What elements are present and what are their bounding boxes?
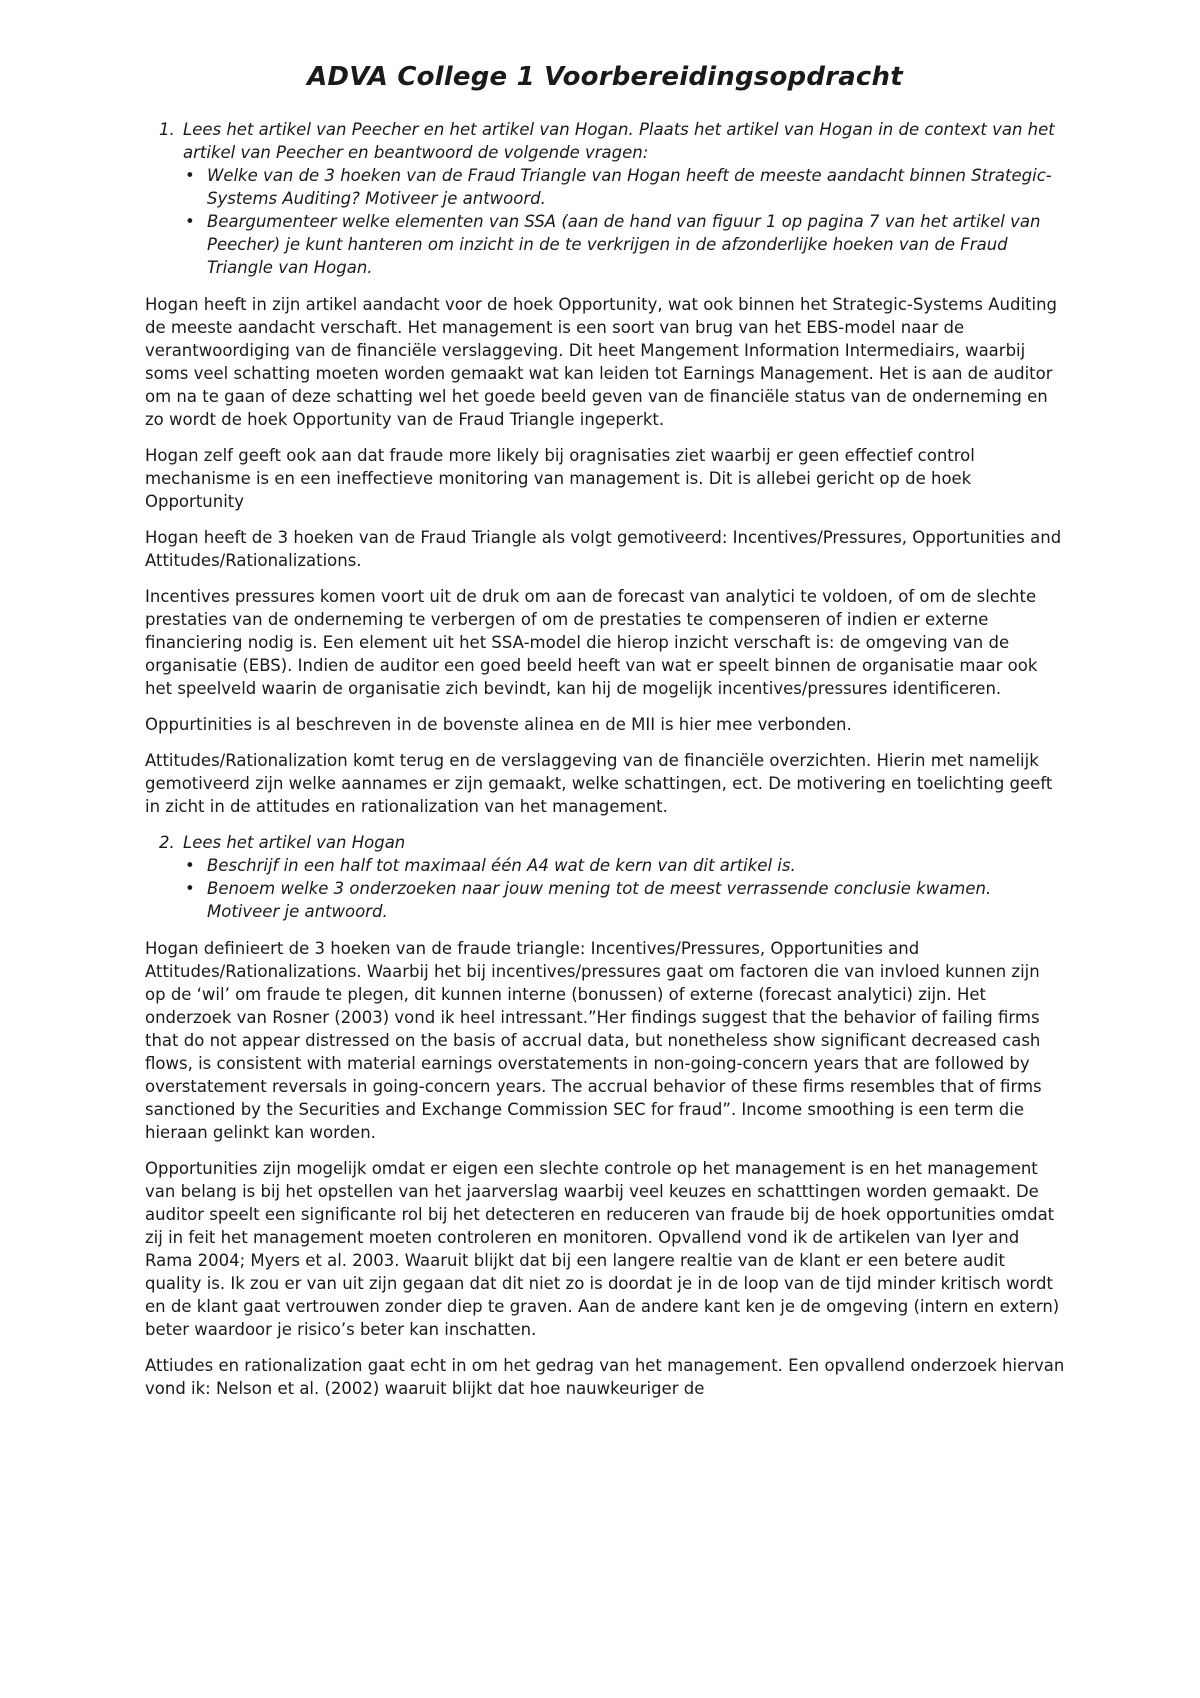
bullet-text: Welke van de 3 hoeken van de Fraud Triangle van Hogan heeft de meeste aandacht binnen Strategic-Systems Auditing? Motiveer je antwoord. [207,166,1052,208]
question-1-number: 1. [159,120,175,139]
question-2 [145,831,1065,923]
question-1-text: Lees het artikel van Peecher en het artikel van Hogan. Plaats het artikel van Hogan in de context van het artikel van Peecher en beantwoord de volgende vragen: [183,120,1055,162]
answer-paragraph: Hogan heeft in zijn artikel aandacht voor de hoek Opportunity, wat ook binnen het Strategic-Systems Auditing de meeste aandacht verschaft. Het management is een soort van brug van het EBS-model naar de verantwoordiging van de financiële verslaggeving. Dit heet Mangement Information Intermediairs, waarbij soms veel schatting moeten worden gemaakt wat kan leiden tot Earnings Management. Het is aan de auditor om na te gaan of deze schatting wel het goede beeld geven van de financiële status van de onderneming en zo wordt de hoek Opportunity van de Fraud Triangle ingeperkt. [145,295,1058,429]
question-1-bullets [145,164,1065,279]
answer-paragraph: Attiudes en rationalization gaat echt in om het gedrag van het management. Een opvallend onderzoek hiervan vond ik: Nelson et al. (2002) waaruit blijkt dat hoe nauwkeuriger de [145,1356,1065,1398]
answer-paragraph: Hogan definieert de 3 hoeken van de fraude triangle: Incentives/Pressures, Opportunities and Attitudes/Rationalizations. Waarbij het bij incentives/pressures gaat om factoren die van invloed kunnen zijn op de ‘wil’ om fraude te plegen, dit kunnen interne (bonussen) of externe (forecast analytici) zijn. Het onderzoek van Rosner (2003) vond ik heel intressant.”Her findings suggest that the behavior of failing firms that do not appear distressed on the basis of accrual data, but nonetheless show significant decreased cash flows, is consistent with material earnings overstatements in non-going-concern years that are followed by overstatement reversals in going-concern years. The accrual behavior of these firms resembles that of firms sanctioned by the Securities and Exchange Commission SEC for fraud”. Income smoothing is een term die hieraan gelinkt kan worden. [145,939,1042,1142]
answer-paragraph: Hogan zelf geeft ook aan dat fraude more likely bij oragnisaties ziet waarbij er geen effectief control mechanisme is en een ineffectieve monitoring van management is. Dit is allebei gericht op de hoek Opportunity [145,446,975,511]
document-title: ADVA College 1 Voorbereidingsopdracht [307,62,903,92]
question-2-bullets [145,854,1065,923]
answer-paragraph: Hogan heeft de 3 hoeken van de Fraud Triangle als volgt gemotiveerd: Incentives/Pressures, Opportunities and Attitudes/Rationalizations. [145,528,1062,570]
question-2-text: Lees het artikel van Hogan [183,833,406,852]
answer-paragraph: Attitudes/Rationalization komt terug en de verslaggeving van de financiële overzichten. Hierin met namelijk gemotiveerd zijn welke aannames er zijn gemaakt, welke schattingen, ect. De motivering en toelichting geeft in zicht in de attitudes en rationalization van het management. [145,751,1053,816]
bullet-icon: • [185,879,195,898]
list-item [145,164,1065,210]
question-1 [145,118,1065,279]
answer-paragraph: Opportunities zijn mogelijk omdat er eigen een slechte controle op het management is en het management van belang is bij het opstellen van het jaarverslag waarbij veel keuzes en schatttingen worden gemaakt. De auditor speelt een significante rol bij het detecteren en reduceren van fraude bij de hoek opportunities omdat zij in feit het management moeten controleren en monitoren. Opvallend vond ik de artikelen van Iyer and Rama 2004; Myers et al. 2003. Waaruit blijkt dat bij een langere realtie van de klant er een betere audit quality is. Ik zou er van uit zijn gegaan dat dit niet zo is doordat je in de loop van de tijd minder kritisch wordt en de klant gaat vertrouwen zonder diep te graven. Aan de andere kant ken je de omgeving (intern en extern) beter waardoor je risico’s beter kan inschatten. [145,1159,1060,1339]
question-1-row [145,118,1065,164]
bullet-text: Benoem welke 3 onderzoeken naar jouw mening tot de meest verrassende conclusie kwamen. Motiveer je antwoord. [207,879,992,921]
bullet-icon: • [185,166,195,185]
question-2-row [145,831,1065,854]
bullet-text: Beschrijf in een half tot maximaal één A4 wat de kern van dit artikel is. [207,856,796,875]
list-item [145,854,1065,877]
document-page [145,62,1065,1413]
answer-paragraph: Oppurtinities is al beschreven in de bovenste alinea en de MII is hier mee verbonden. [145,715,852,734]
question-2-number: 2. [159,833,175,852]
answer-paragraph: Incentives pressures komen voort uit de druk om aan de forecast van analytici te voldoen, of om de slechte prestaties van de onderneming te verbergen of om de prestaties te compenseren of indien er externe financiering nodig is. Een element uit het SSA-model die hierop inzicht verschaft is: de omgeving van de organisatie (EBS). Indien de auditor een goed beeld heeft van wat er speelt binnen de organisatie maar ook het speelveld waarin de organisatie zich bevindt, kan hij de mogelijk incentives/pressures identificeren. [145,587,1038,698]
list-item [145,210,1065,279]
list-item [145,877,1065,923]
bullet-icon: • [185,856,195,875]
bullet-text: Beargumenteer welke elementen van SSA (aan de hand van figuur 1 op pagina 7 van het artikel van Peecher) je kunt hanteren om inzicht in de te verkrijgen in de afzonderlijke hoeken van de Fraud Triangle van Hogan. [207,212,1041,277]
bullet-icon: • [185,212,195,231]
